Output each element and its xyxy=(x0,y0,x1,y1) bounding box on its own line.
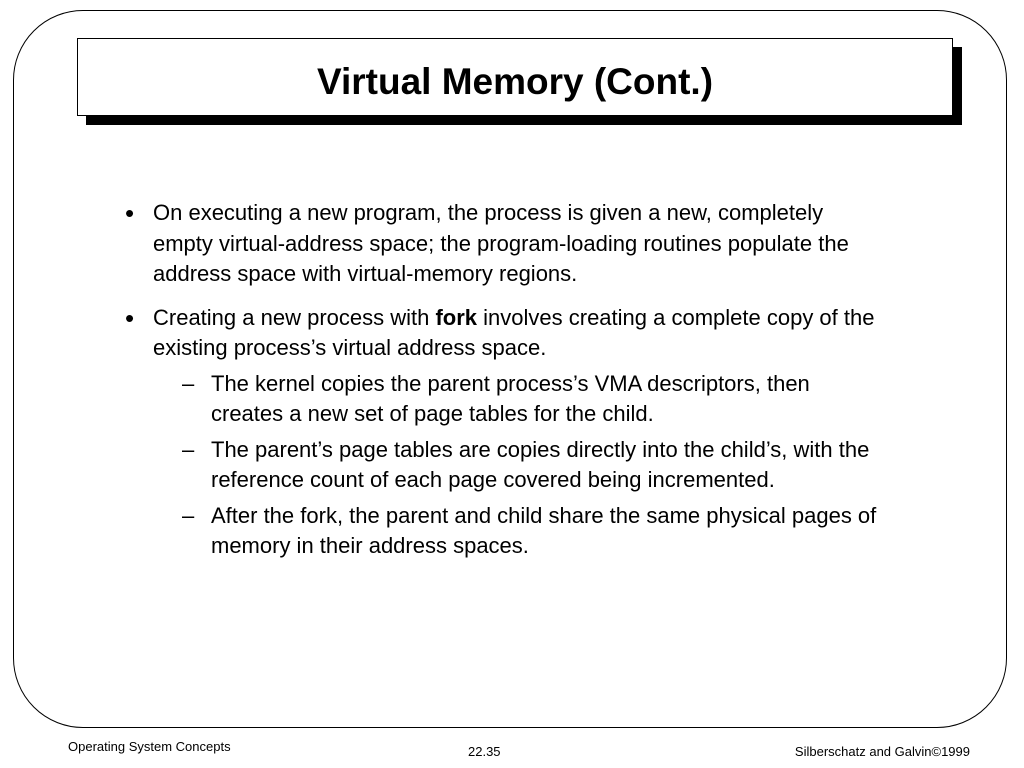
bullet-text-continued: involves creating a complete copy of the existing process’s virtual address space. xyxy=(153,304,875,360)
footer-course-name: Operating System Concepts xyxy=(68,739,231,754)
sub-bullet-item xyxy=(122,435,882,496)
slide-title: Virtual Memory (Cont.) xyxy=(316,61,714,102)
bullet-icon: • xyxy=(125,198,135,228)
dash-icon: – xyxy=(182,436,195,462)
sub-bullet-text: The parent’s page tables are copies directly into the child’s, with the reference count of each page covered being incremented. xyxy=(211,436,870,492)
footer-copyright: Silberschatz and Galvin©1999 xyxy=(794,744,970,759)
bullet-item xyxy=(122,303,882,364)
bullet-text: Creating a new process with xyxy=(153,304,436,330)
sub-bullet-item xyxy=(122,369,882,430)
title-box xyxy=(77,38,953,116)
sub-bullet-text: The kernel copies the parent process’s VMA descriptors, then creates a new set of page tables for the child. xyxy=(211,370,810,426)
dash-icon: – xyxy=(182,370,195,396)
sub-bullet-item xyxy=(122,501,882,562)
bullet-icon: • xyxy=(125,302,135,333)
footer-page-number: 22.35 xyxy=(468,744,501,759)
dash-icon: – xyxy=(182,502,195,528)
bullet-bold-term: fork xyxy=(435,304,478,330)
slide-content xyxy=(122,198,882,567)
bullet-text: On executing a new program, the process is given a new, completely empty virtual-address space; the program-loading routines populate the address space with virtual-memory regions. xyxy=(153,200,849,286)
sub-bullet-text: After the fork, the parent and child share the same physical pages of memory in their address spaces. xyxy=(211,502,877,558)
bullet-item xyxy=(122,198,882,290)
